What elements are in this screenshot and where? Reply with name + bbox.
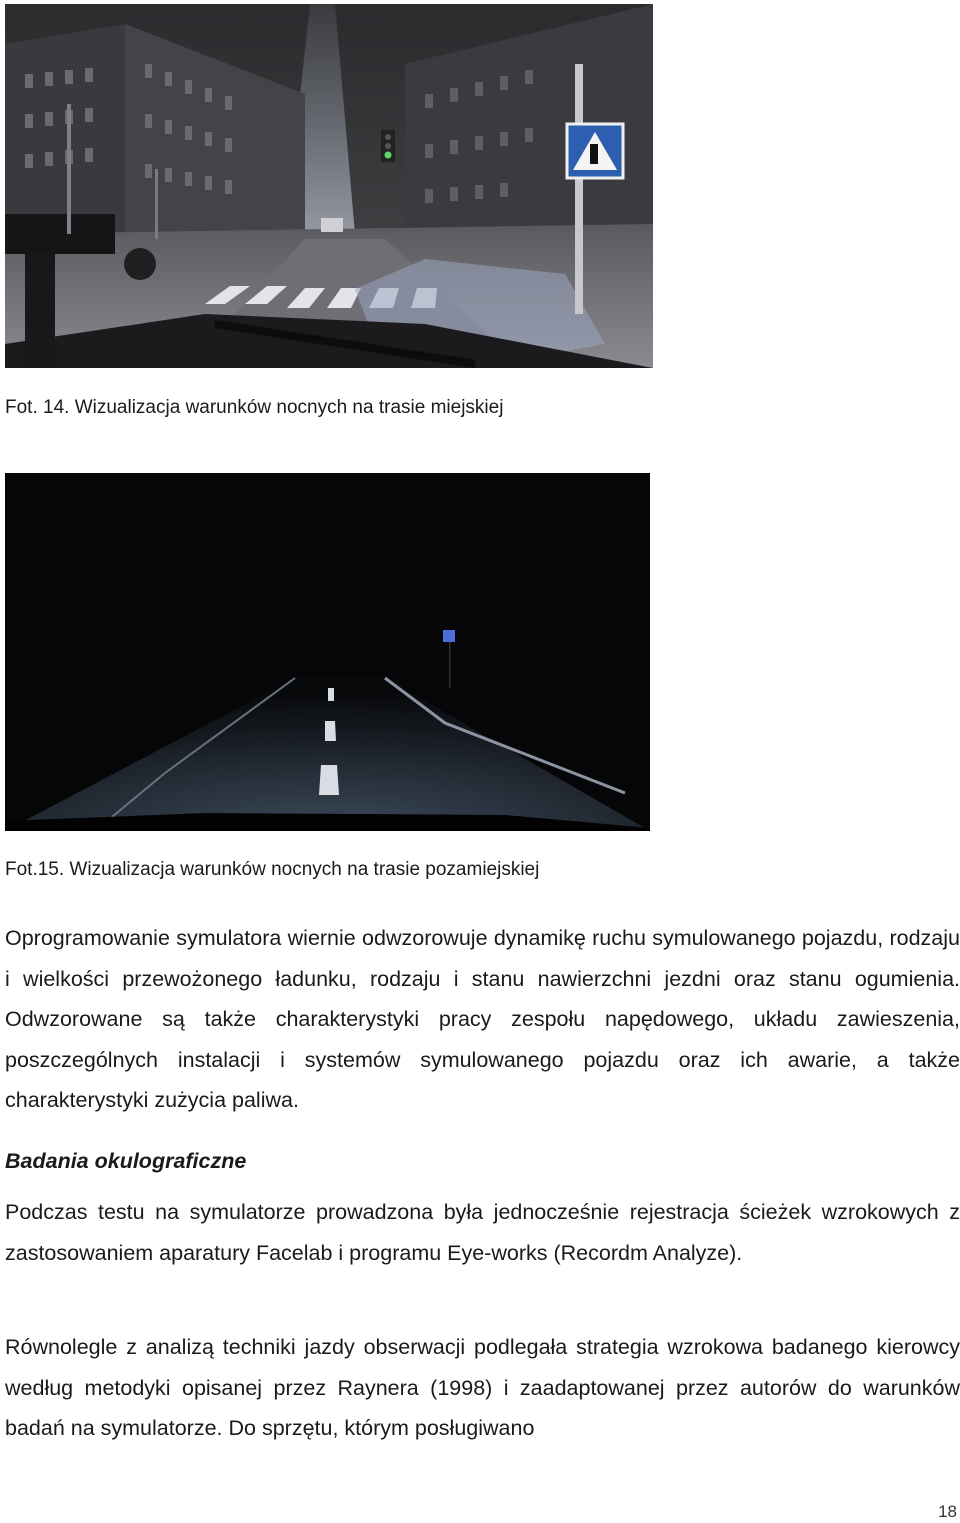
- caption-fig15: Fot.15. Wizualizacja warunków nocnych na trasie pozamiejskiej: [5, 859, 540, 880]
- caption-fig14: Fot. 14. Wizualizacja warunków nocnych na trasie miejskiej: [5, 397, 504, 418]
- section-heading: Badania okulograficzne: [5, 1149, 247, 1173]
- city-night-scene: [5, 4, 653, 368]
- paragraph-eye-tracking-test: Podczas testu na symulatorze prowadzona była jednocześnie rejestracja ścieżek wzrokowych z zastosowaniem aparatury Facelab i programu Eye-works (Recordm Analyze).: [5, 1200, 960, 1265]
- photo-rural-night: [5, 473, 650, 831]
- paragraph-simulator-software: Oprogramowanie symulatora wiernie odwzorowuje dynamikę ruchu symulowanego pojazdu, rodzaju i wielkości przewożonego ładunku, rodzaju i stanu nawierzchni jezdni oraz stanu ogumienia. Odwzorowane są także charakterystyki pracy zespołu napędowego, układu zawieszenia, poszczególnych instalacji i systemów symulowanego pojazdu oraz ich awarie, a także charakterystyki zużycia paliwa.: [5, 926, 960, 1112]
- page-number: 18: [938, 1502, 957, 1521]
- rural-night-scene: [5, 473, 650, 831]
- paragraph-visual-strategy: Równolegle z analizą techniki jazdy obserwacji podlegała strategia wzrokowa badanego kierowcy według metodyki opisanej przez Raynera (1998) i zaadaptowanej przez autorów do warunków badań na symulatorze. Do sprzętu, którym posługiwano: [5, 1335, 960, 1440]
- photo-city-night: [5, 4, 653, 368]
